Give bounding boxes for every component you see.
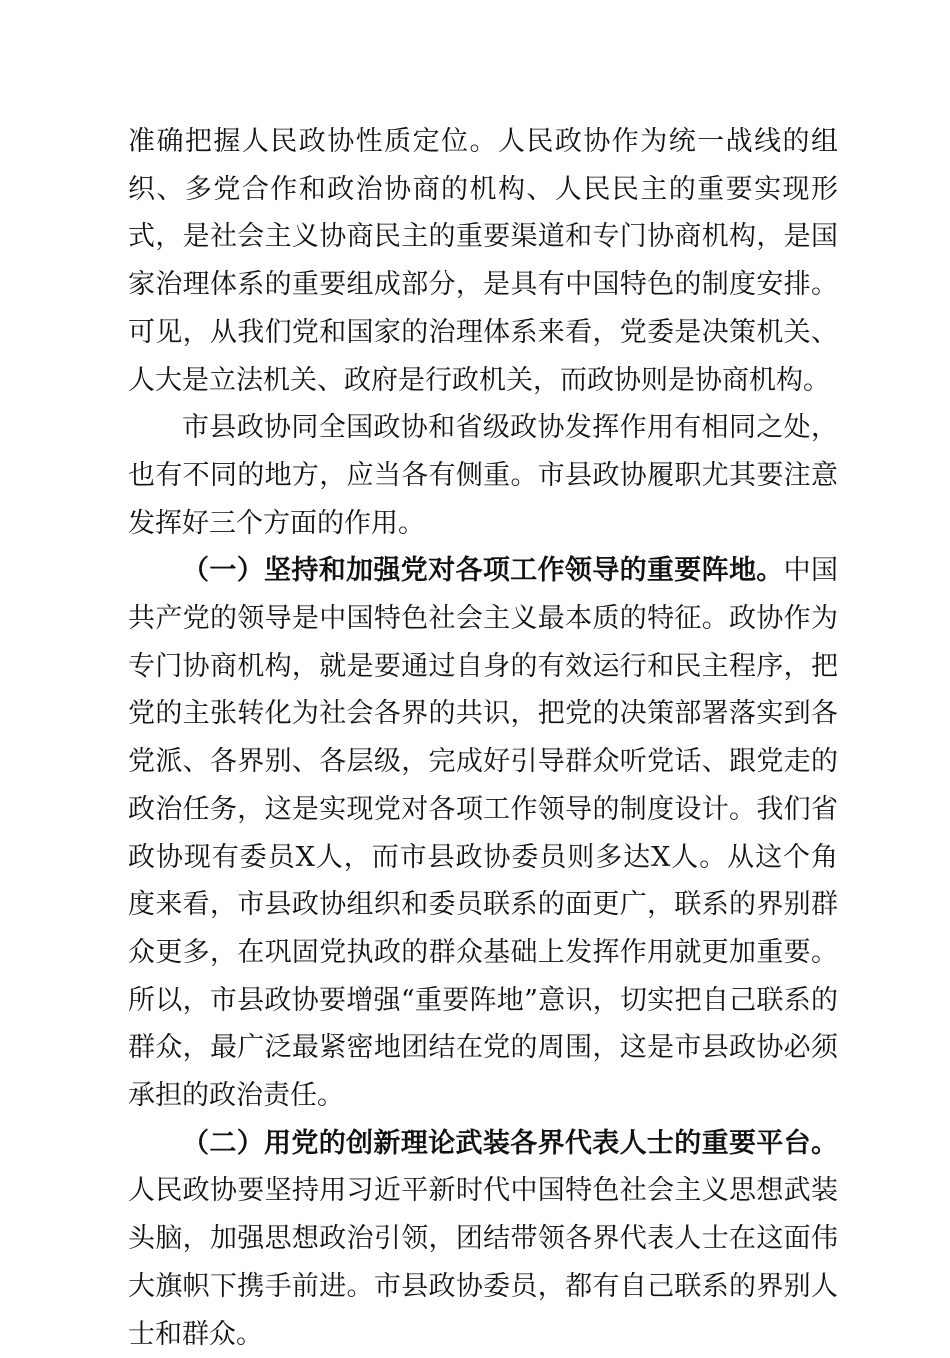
paragraph-text: 准确把握人民政协性质定位。人民政协作为统一战线的组织、多党合作和政治协商的机构、人民民主的重要实现形式，是社会主义协商民主的重要渠道和专门协商机构，是国家治理体系的重要组成部分，是具有中国特色的制度安排。可见，从我们党和国家的治理体系来看，党委是决策机关、人大是立法机关、政府是行政机关，而政协则是协商机构。 — [128, 126, 838, 396]
paragraph-text: 人民政协要坚持用习近平新时代中国特色社会主义思想武装头脑，加强思想政治引领，团结带领各界代表人士在这面伟大旗帜下携手前进。市县政协委员，都有自己联系的界别人士和群众。 — [128, 1175, 838, 1350]
paragraph-text: 中国共产党的领导是中国特色社会主义最本质的特征。政协作为专门协商机构，就是要通过自身的有效运行和民主程序，把党的主张转化为社会各界的共识，把党的决策部署落实到各党派、各界别、各层级，完成好引导群众听党话、跟党走的政治任务，这是实现党对各项工作领导的制度设计。我们省政协现有委员X人，而市县政协委员则多达X人。从这个角度来看，市县政协组织和委员联系的面更广，联系的界别群众更多，在巩固党执政的群众基础上发挥作用就更加重要。所以，市县政协要增强“重要阵地”意识，切实把自己联系的群众，最广泛最紧密地团结在党的周围，这是市县政协必须承担的政治责任。 — [128, 555, 839, 1112]
paragraph-text: 市县政协同全国政协和省级政协发挥作用有相同之处，也有不同的地方，应当各有侧重。市县政协履职尤其要注意发挥好三个方面的作用。 — [128, 412, 838, 539]
document-body — [128, 118, 838, 1358]
section-heading-one: （一）坚持和加强党对各项工作领导的重要阵地。 — [182, 555, 784, 587]
section-heading-two: （二）用党的创新理论武装各界代表人士的重要平台。 — [182, 1127, 838, 1159]
paragraph-city-county-role — [128, 404, 838, 547]
paragraph-nature-positioning — [128, 118, 838, 404]
paragraph-section-two — [128, 1120, 838, 1358]
paragraph-section-one — [128, 547, 838, 1119]
